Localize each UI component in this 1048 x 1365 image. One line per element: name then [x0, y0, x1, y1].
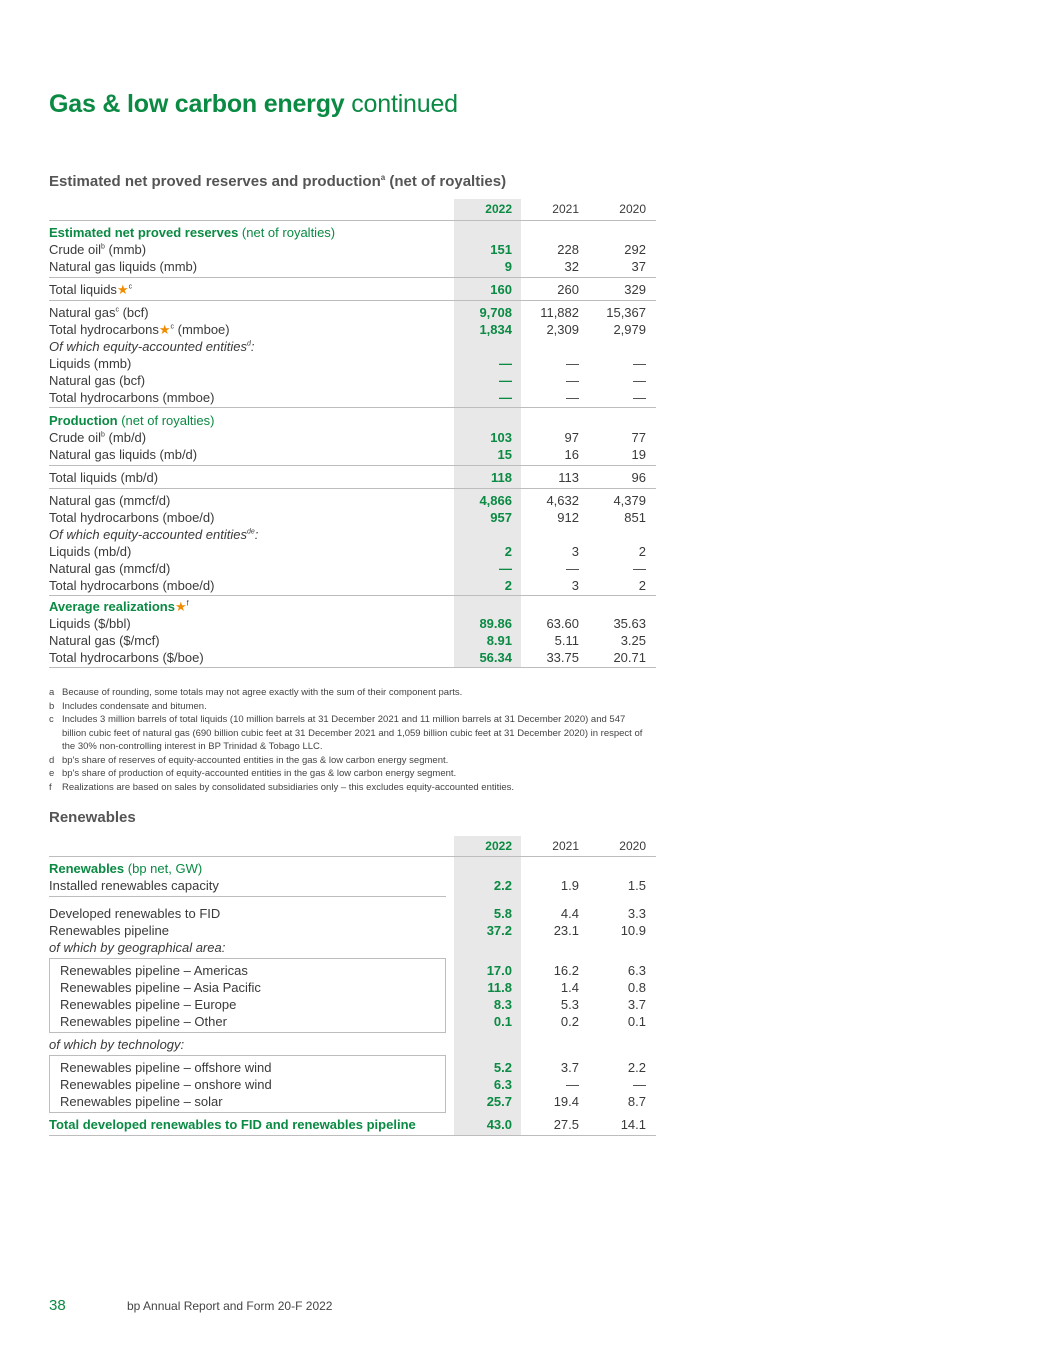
table-row: Renewables pipeline – onshore wind 6.3 — — — [60, 1077, 646, 1092]
subsection-label: Of which equity-accounted entities$^{de}$: — [49, 527, 259, 542]
table-row: Natural gas (mmcf/d) 4,866 4,632 4,379 — [49, 493, 646, 508]
footnote: d bp's share of reserves of equity-accounted entities in the gas & low carbon energy segment. — [49, 754, 449, 766]
year-2022-header: 2022 — [485, 839, 512, 853]
table-row: Renewables pipeline – Americas 17.0 16.2 6.3 — [60, 963, 646, 978]
renewables-heading: Renewables — [49, 809, 136, 826]
footnote: e bp's share of production of equity-accounted entities in the gas & low carbon energy segment. — [49, 768, 457, 779]
table-row-total: Total developed renewables to FID and renewables pipeline 43.0 27.5 14.1 — [49, 1117, 646, 1132]
page-title: Gas & low carbon energy continued — [49, 90, 458, 118]
star-icon: ★ — [158, 322, 171, 337]
table-row: Renewables pipeline – Europe 8.3 5.3 3.7 — [60, 997, 646, 1012]
section-title-production: Production (net of royalties) — [49, 413, 215, 428]
footnote: c Includes 3 million barrels of total liquids (10 million barrels at 31 December 2021 and 11 million barrels at 31 December 2020) and 547 billion cubic feet of natural gas (690 billion cubic feet at 31 December 2021 and 1,059 billion cubic feet at 31 December 2020) in respect of the 30% non-controlling interest in BP Trinidad & Tobago LLC. — [49, 714, 643, 752]
year-2021-header: 2021 — [552, 202, 579, 216]
table-row: Renewables pipeline 37.2 23.1 10.9 — [49, 923, 646, 938]
subsection-label: of which by technology: — [49, 1037, 185, 1052]
table-row: Liquids (mb/d) 2 3 2 — [49, 544, 646, 559]
table-row: Renewables pipeline – Other 0.1 0.2 0.1 — [60, 1014, 646, 1029]
footnote: a Because of rounding, some totals may not agree exactly with the sum of their component parts. — [49, 687, 463, 698]
table-row: Installed renewables capacity 2.2 1.9 1.5 — [49, 878, 646, 893]
year-2021-header: 2021 — [552, 839, 579, 853]
section-title-realizations: Average realizations★$^f$ — [49, 599, 189, 614]
table-row: Natural gas (bcf) — — — — [49, 373, 646, 388]
star-icon: ★ — [174, 599, 187, 614]
table-row: Crude oil$^b$ (mmb) 151 228 292 — [49, 242, 646, 257]
table-row: Total hydrocarbons (mboe/d) 2 3 2 — [49, 578, 646, 593]
reserves-table-heading: Estimated net proved reserves and production$^a$ (net of royalties) — [49, 173, 507, 190]
table-row: Natural gas$^c$ (bcf) 9,708 11,882 15,367 — [49, 305, 646, 320]
table-row: Total hydrocarbons (mboe/d) 957 912 851 — [49, 510, 646, 525]
table-row: Renewables pipeline – offshore wind 5.2 3.7 2.2 — [60, 1060, 646, 1075]
renewables-table — [49, 836, 656, 1136]
year-2022-header: 2022 — [485, 202, 512, 216]
table-row: Natural gas liquids (mmb) 9 32 37 — [49, 259, 646, 274]
reserves-table — [49, 199, 656, 669]
table-row: Renewables pipeline – solar 25.7 19.4 8.7 — [60, 1094, 646, 1109]
table-row: Crude oil$^b$ (mb/d) 103 97 77 — [49, 430, 646, 445]
table-row: Total hydrocarbons★$^c$ (mmboe) 1,834 2,309 2,979 — [49, 322, 646, 337]
footnotes — [49, 686, 649, 794]
table-row: Liquids ($/bbl) 89.86 63.60 35.63 — [49, 616, 646, 631]
table-row: Natural gas liquids (mb/d) 15 16 19 — [49, 447, 646, 462]
footnote: f Realizations are based on sales by consolidated subsidiaries only – this excludes equity-accounted entities. — [49, 781, 515, 793]
table-row: Total liquids (mb/d) 118 113 96 — [49, 470, 646, 485]
table-header — [49, 199, 656, 219]
section-title-renewables: Renewables (bp net, GW) — [49, 861, 203, 876]
table-row: Total hydrocarbons ($/boe) 56.34 33.75 20.71 — [49, 650, 646, 665]
table-row: Total hydrocarbons (mmboe) — — — — [49, 390, 646, 405]
table-row-total-liquids: Total liquids★$^c$ 160 260 329 — [49, 282, 646, 297]
table-row: Renewables pipeline – Asia Pacific 11.8 1.4 0.8 — [60, 980, 646, 995]
subsection-label: Of which equity-accounted entities$^d$: — [49, 339, 255, 354]
table-row: Developed renewables to FID 5.8 4.4 3.3 — [49, 906, 646, 921]
page-number: 38 — [49, 1297, 66, 1314]
footnote: b Includes condensate and bitumen. — [49, 700, 207, 712]
document-title: bp Annual Report and Form 20-F 2022 — [127, 1299, 333, 1313]
table-header — [49, 836, 656, 856]
table-row: Natural gas ($/mcf) 8.91 5.11 3.25 — [49, 633, 646, 648]
table-row: Natural gas (mmcf/d) — — — — [49, 561, 646, 576]
year-2020-header: 2020 — [619, 202, 646, 216]
section-title-reserves: Estimated net proved reserves (net of royalties) — [49, 225, 336, 240]
subsection-label: of which by geographical area: — [49, 940, 226, 955]
star-icon: ★ — [116, 282, 129, 297]
table-row: Liquids (mmb) — — — — [49, 356, 646, 371]
year-2020-header: 2020 — [619, 839, 646, 853]
